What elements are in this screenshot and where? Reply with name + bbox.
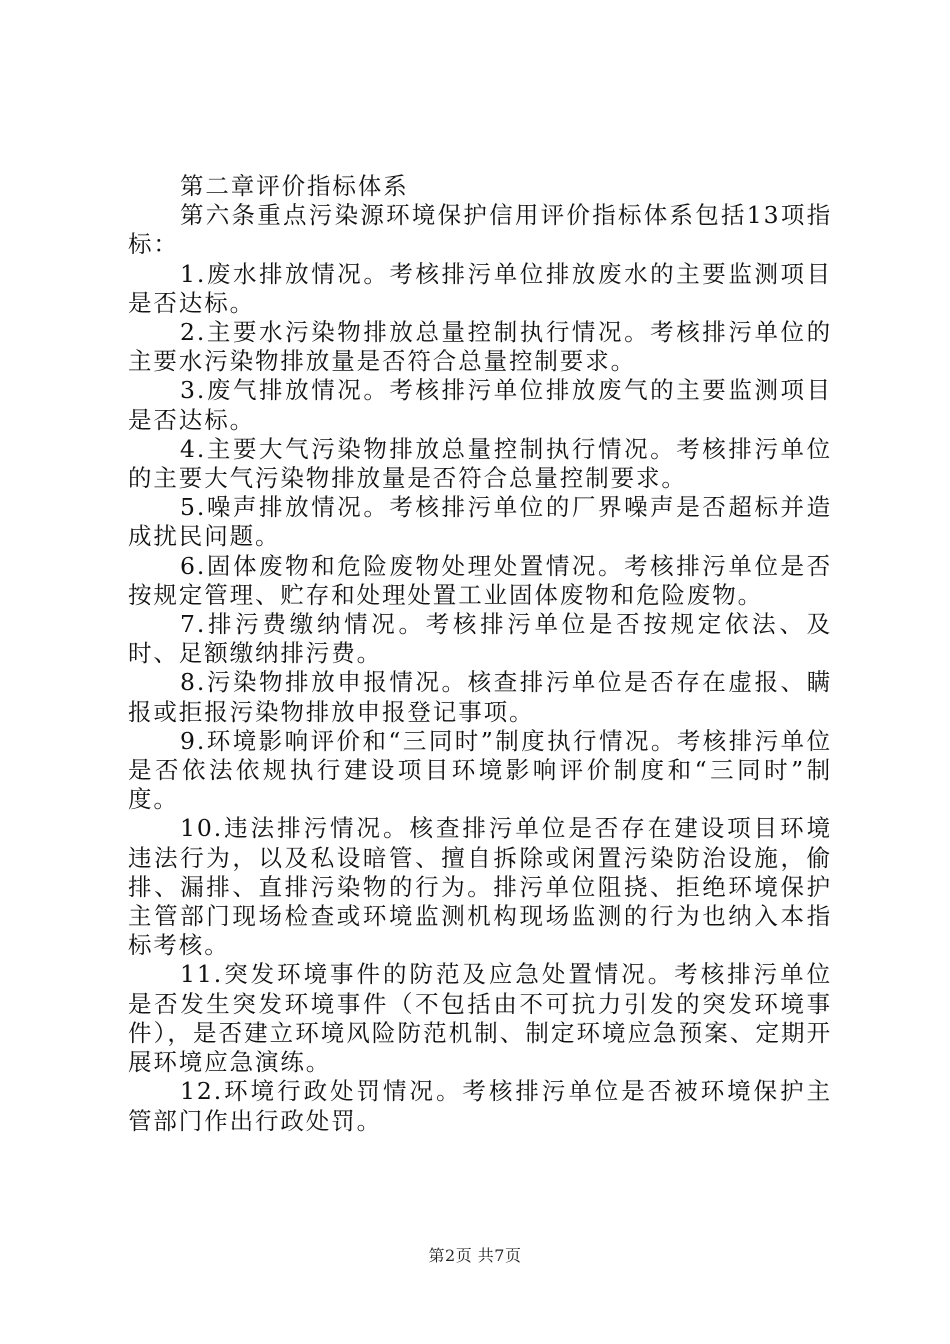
indicator-item-5: 5.噪声排放情况。考核排污单位的厂界噪声是否超标并造成扰民问题。	[128, 493, 832, 551]
article-intro: 第六条重点污染源环境保护信用评价指标体系包括13项指标：	[128, 201, 832, 259]
indicator-item-3: 3.废气排放情况。考核排污单位排放废气的主要监测项目是否达标。	[128, 376, 832, 434]
indicator-item-1: 1.废水排放情况。考核排污单位排放废水的主要监测项目是否达标。	[128, 259, 832, 317]
indicator-item-8: 8.污染物排放申报情况。核查排污单位是否存在虚报、瞒报或拒报污染物排放申报登记事项。	[128, 668, 832, 726]
indicator-item-4: 4.主要大气污染物排放总量控制执行情况。考核排污单位的主要大气污染物排放量是否符合总量控制要求。	[128, 434, 832, 493]
indicator-item-9: 9.环境影响评价和“三同时”制度执行情况。考核排污单位是否依法依规执行建设项目环境影响评价制度和“三同时”制度。	[128, 726, 832, 814]
indicator-item-6: 6.固体废物和危险废物处理处置情况。考核排污单位是否按规定管理、贮存和处理处置工业固体废物和危险废物。	[128, 551, 832, 609]
indicator-item-10: 10.违法排污情况。核查排污单位是否存在建设项目环境违法行为，以及私设暗管、擅自拆除或闲置污染防治设施，偷排、漏排、直排污染物的行为。排污单位阻挠、拒绝环境保护主管部门现场检查或环境监测机构现场监测的行为也纳入本指标考核。	[128, 814, 832, 960]
chapter-title: 第二章评价指标体系	[180, 172, 409, 200]
page-number: 第2页 共7页	[428, 1246, 522, 1265]
document-body	[128, 172, 832, 1136]
indicator-item-7: 7.排污费缴纳情况。考核排污单位是否按规定依法、及时、足额缴纳排污费。	[128, 610, 832, 668]
indicator-item-12: 12.环境行政处罚情况。考核排污单位是否被环境保护主管部门作出行政处罚。	[128, 1077, 832, 1135]
indicator-item-11: 11.突发环境事件的防范及应急处置情况。考核排污单位是否发生突发环境事件（不包括由不可抗力引发的突发环境事件），是否建立环境风险防范机制、制定环境应急预案、定期开展环境应急演练。	[128, 960, 832, 1077]
indicator-item-2: 2.主要水污染物排放总量控制执行情况。考核排污单位的主要水污染物排放量是否符合总量控制要求。	[128, 318, 832, 376]
